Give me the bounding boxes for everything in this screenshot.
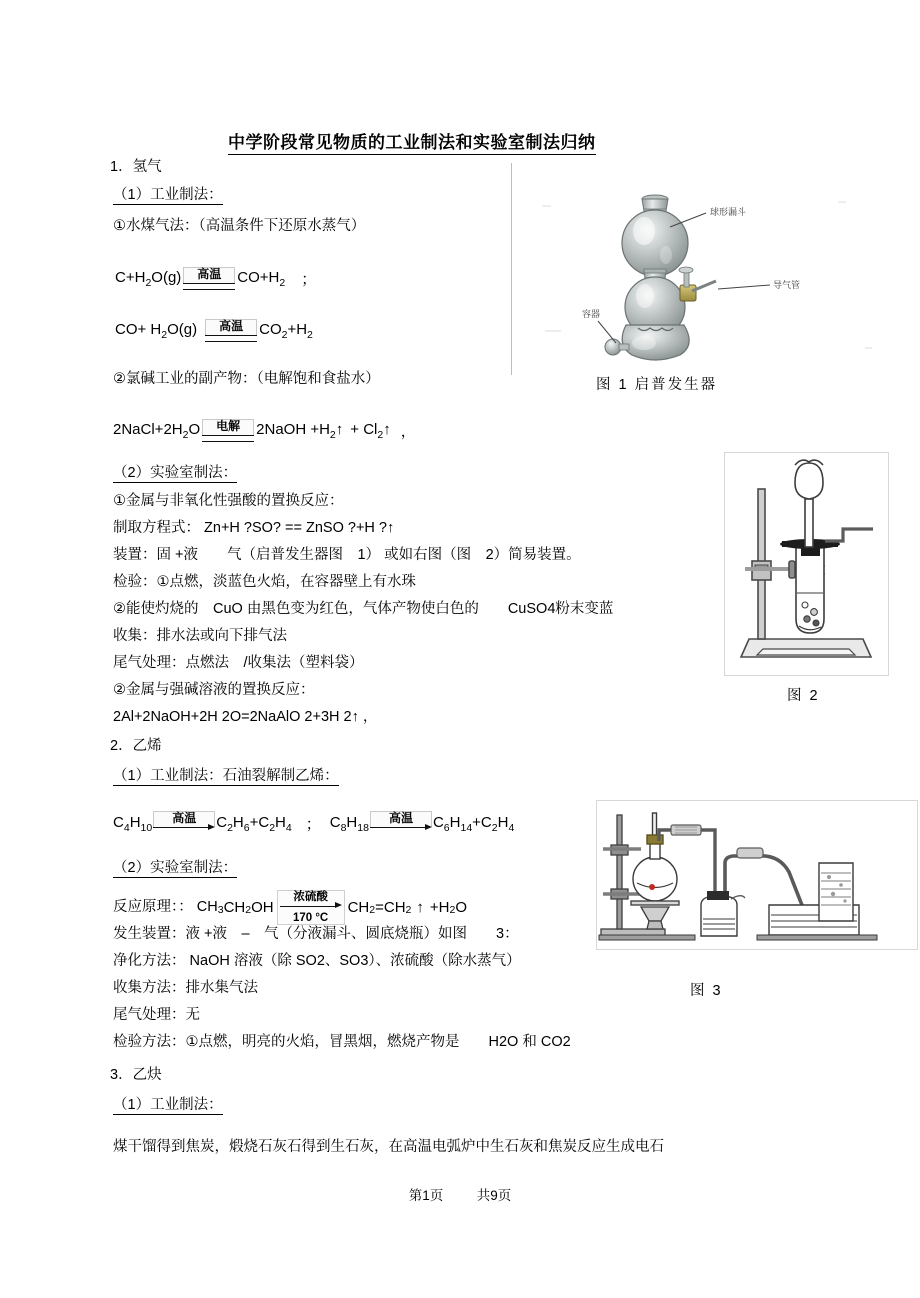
eq3-right: 2NaOH +H xyxy=(256,421,330,439)
eq1-tail: ； xyxy=(301,270,317,288)
figure-2-caption: 图 2 xyxy=(787,688,820,704)
gas-arrow-up-icon: ↑ xyxy=(383,421,391,439)
section-2-lab-label: （2）实验室制法： xyxy=(113,860,238,876)
page-title: 中学阶段常见物质的工业制法和实验室制法归纳 xyxy=(228,128,596,155)
double-line-arrow xyxy=(205,335,257,342)
reaction-condition-high-temp: 高温 xyxy=(153,811,215,836)
reaction-condition-conc-sulfuric-acid xyxy=(277,890,345,925)
condition-above: 浓硫酸 xyxy=(293,891,328,903)
section-1-method-1: ①水煤气法：（高温条件下还原水蒸气） xyxy=(113,218,366,234)
section-2-lab-item-1: 净化方法： NaOH 溶液（除 SO2、SO3）、浓硫酸（除水蒸气） xyxy=(113,953,521,969)
section-1-lab-item-4: ②能使灼烧的 CuO 由黑色变为红色，气体产物使白色的 CuSO4粉末变蓝 xyxy=(113,601,614,617)
section-2-industrial-label: （1）工业制法：石油裂解制乙烯： xyxy=(113,768,339,784)
section-2-lab-item-0: 发生装置：液 +液 – 气（分液漏斗、圆底烧瓶）如图 3： xyxy=(113,926,519,942)
eq1-right: CO+H xyxy=(237,269,280,287)
section-3-industrial-label: （1）工业制法： xyxy=(113,1097,223,1113)
figure-1-kipps-generator xyxy=(520,165,910,375)
reaction-condition-high-temp: 高温 xyxy=(370,811,432,836)
section-3-heading: 3．乙炔 xyxy=(110,1067,162,1083)
section-1-method-2: ②氯碱工业的副产物：（电解饱和食盐水） xyxy=(113,371,380,387)
eq1-left: C+H xyxy=(115,269,146,287)
page-footer xyxy=(0,1184,920,1204)
figure-1-label-funnel: 球形漏斗 xyxy=(710,207,747,217)
section-2-lab-item-4: 检验方法：①点燃，明亮的火焰，冒黑烟，燃烧产物是 H2O 和 CO2 xyxy=(113,1034,571,1050)
section-3-body: 煤干馏得到焦炭，煅烧石灰石得到生石灰，在高温电弧炉中生石灰和焦炭反应生成电石 xyxy=(113,1139,664,1155)
section-1-lab-item-8: 2Al+2NaOH+2H 2O=2NaAlO 2+3H 2↑ ， xyxy=(113,709,378,725)
figure-1-left-rule xyxy=(511,163,512,375)
section-1-lab-item-1: 制取方程式： Zn+H ?SO? == ZnSO ?+H ?↑ xyxy=(113,520,395,536)
kipps-generator-illustration xyxy=(520,165,910,375)
footer-page-number: 第1页 xyxy=(408,1188,444,1203)
equation-chlor-alkali: $2NaCl+2H_2O$ 电解 2NaOH $+H_2↑$ + $Cl_2↑$ ， xyxy=(113,419,416,442)
eq2-left: CO+ H xyxy=(115,321,162,339)
reaction-condition-high-temp: 高温 xyxy=(205,319,257,342)
simple-generator-illustration xyxy=(725,453,886,673)
figure-1-label-vessel: 容器 xyxy=(582,309,601,319)
reaction-condition-high-temp: 高温 xyxy=(183,267,235,290)
arrow-right-icon xyxy=(370,827,432,836)
arrow-right-icon xyxy=(153,827,215,836)
eq2-right: CO xyxy=(259,321,282,339)
section-1-lab-item-0: ①金属与非氧化性强酸的置换反应： xyxy=(113,493,344,509)
equation-water-gas-1: $C+H_2O(g)$ 高温 $CO+H_2$ ； xyxy=(115,267,317,290)
section-2-lab-item-2: 收集方法：排水集气法 xyxy=(113,980,258,996)
arrow-right-icon xyxy=(280,904,342,912)
gas-arrow-up-icon: ↑ xyxy=(335,421,344,439)
section-1-lab-label: （2）实验室制法： xyxy=(113,465,238,481)
figure-3-caption: 图 3 xyxy=(690,983,723,999)
figure-1-label-tube: 导气管 xyxy=(773,280,801,290)
section-1-lab-item-3: 检验：①点燃，淡蓝色火焰，在容器壁上有水珠 xyxy=(113,574,416,590)
principle-prefix: 反应原理：： CH xyxy=(113,899,218,916)
footer-total-pages: 共9页 xyxy=(476,1188,512,1203)
section-1-lab-item-6: 尾气处理：点燃法 /收集法（塑料袋） xyxy=(113,655,364,671)
section-2-lab-item-3: 尾气处理：无 xyxy=(113,1007,200,1023)
figure-1-caption: 图 1 启普发生器 xyxy=(596,377,718,393)
section-2-heading: 2．乙烯 xyxy=(110,738,162,754)
double-line-arrow xyxy=(202,435,254,442)
section-1-lab-item-2: 装置：固 +液 气（启普发生器图 1） 或如右图（图 2）简易装置。 xyxy=(113,547,581,563)
figure-2-simple-apparatus xyxy=(724,452,889,676)
equation-cracking: $C_4H_{10}$ 高温 $C_2H_6+C_2H_4$ ； $C_8H_{18}$ 高温 $C_6H_{14}+C_2H_4$ xyxy=(113,811,515,835)
figure-3-ethylene-apparatus xyxy=(596,800,918,950)
section-1-industrial-label: （1）工业制法： xyxy=(113,187,223,203)
section-1-heading: 1．氢气 xyxy=(110,159,162,175)
equation-ethanol-dehydration: 反应原理：： CH 3 CH 2 OH 浓硫酸 170 °C CH 2 =CH 2 ↑ +H 2 O xyxy=(113,891,467,924)
section-1-lab-item-5: 收集：排水法或向下排气法 xyxy=(113,628,287,644)
reaction-condition-electrolysis: 电解 xyxy=(202,419,254,442)
double-line-arrow xyxy=(183,283,235,290)
eq3-left: 2NaCl+2H xyxy=(113,421,183,439)
condition-below: 170 °C xyxy=(292,911,329,924)
ethylene-apparatus-illustration xyxy=(597,801,915,947)
section-1-lab-item-7: ②金属与强碱溶液的置换反应： xyxy=(113,682,315,698)
equation-water-gas-2: $CO+ H_2O(g)$ 高温 $CO_2+H_2$ xyxy=(115,319,313,342)
gas-arrow-up-icon: ↑ xyxy=(416,899,424,917)
